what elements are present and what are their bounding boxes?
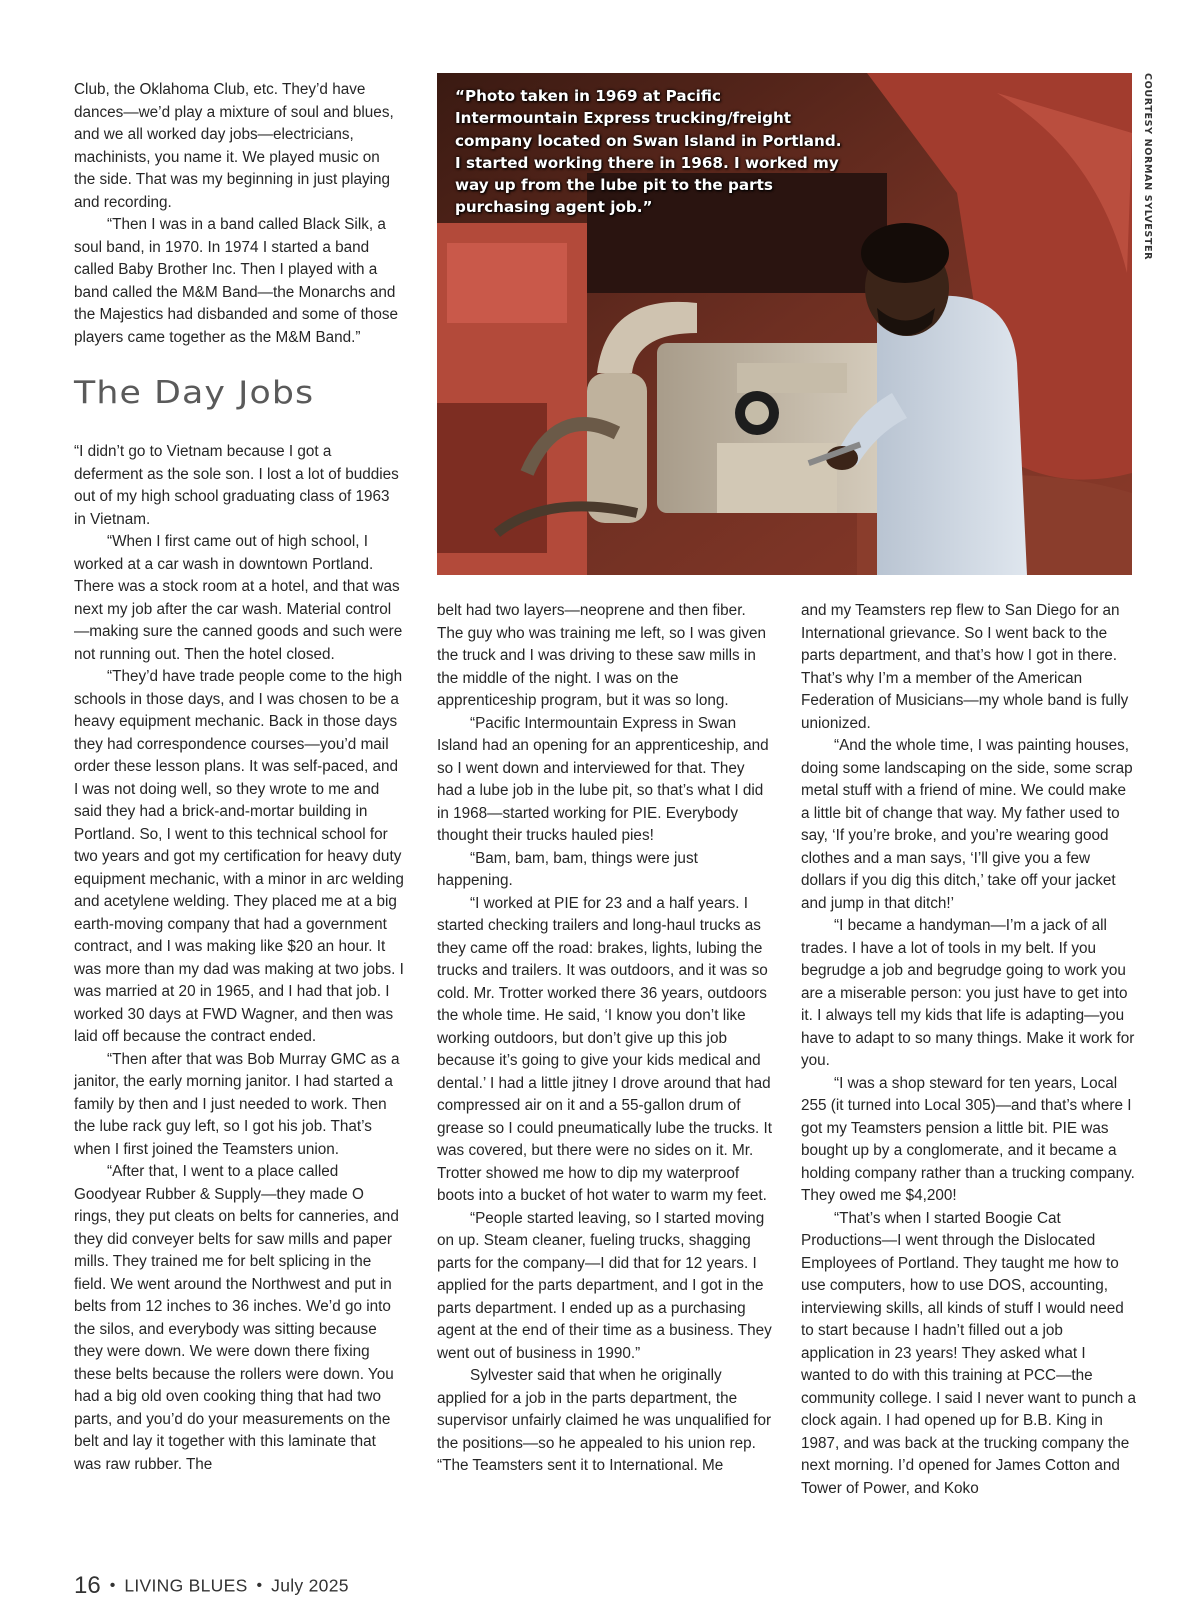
paragraph: “Then I was in a band called Black Silk, a soul band, in 1970. In 1974 I started a band called Baby Brother Inc. Then I played with a band called the M&M Band—the Monarchs and the Majestics had disbanded and some of those players came together as the M&M Band.” [74, 216, 398, 346]
page-footer [74, 1572, 349, 1602]
magazine-name: LIVING BLUES [124, 1575, 248, 1596]
paragraph: Club, the Oklahoma Club, etc. They’d have dances—we’d play a mixture of soul and blues, and we all worked day jobs—electricians, machinists, you name it. We played music on the side. That was my beginning in just playing and recording. [74, 81, 394, 211]
article-column-1-bottom [74, 441, 404, 1476]
paragraph: “People started leaving, so I started moving on up. Steam cleaner, fueling trucks, shagging parts for the company—I did that for 12 years. I applied for the parts department, and I got in the parts department. I ended up as a purchasing agent at the end of their time as a business. They went out of business in 1990.” [437, 1209, 772, 1362]
paragraph: “I worked at PIE for 23 and a half years. I started checking trailers and long-haul trucks as they came off the road: brakes, lights, lubing the trucks and trailers. It was outdoors, and it was so cold. Mr. Trotter worked there 36 years, outdoors the whole time. He said, ‘I know you don’t like working outdoors, but don’t give up this job because it’s going to give your kids medical and dental.’ I had a little jitney I drove around that had compressed air on it and a 55-gallon drum of grease so I could pneumatically lube the trucks. It was covered, but there were no sides on it. Mr. Trotter showed me how to dip my waterproof boots into a bucket of hot water to warm my feet. [437, 894, 773, 1204]
paragraph: “Bam, bam, bam, things were just happening. [437, 849, 698, 889]
photo-credit-text: COURTESY NORMAN SYLVESTER [1142, 73, 1153, 261]
paragraph: “After that, I went to a place called Goodyear Rubber & Supply—they made O rings, they put cleats on belts for canneries, and they did conveyer belts for saw mills and paper mills. They trained me for belt splicing in the field. We went around the Northwest and put in belts from 12 inches to 36 inches. We’d go into the silos, and everybody was sitting because they were down. We were down there fixing these belts because the rollers were down. You had a big old oven cooking thing that had two parts, and you’d do your measurements on the belt and lay it together with this laminate that was raw rubber. The [74, 1163, 399, 1473]
paragraph: and my Teamsters rep flew to San Diego for an International grievance. So I went back to the parts department, and that’s how I got in there. That’s why I’m a member of the American Federation of Musicians—my whole band is fully unionized. [801, 602, 1129, 732]
bullet-separator: • [256, 1577, 263, 1594]
paragraph: “And the whole time, I was painting houses, doing some landscaping on the side, some scrap metal stuff with a friend of mine. We could make a little bit of change that way. My father used to say, ‘If you’re broke, and you’re wearing good clothes and a man says, ‘I’ll give you a few dollars if you dig this ditch,’ take off your jacket and jump in that ditch!’ [801, 737, 1133, 912]
paragraph: “Pacific Intermountain Express in Swan Island had an opening for an apprenticeship, and so I went down and interviewed for that. They had a lube job in the lube pit, so that’s what I did in 1968—started working for PIE. Everybody thought their trucks hauled pies! [437, 714, 769, 844]
page-number: 16 [74, 1572, 101, 1599]
photo-caption: “Photo taken in 1969 at Pacific Intermountain Express trucking/freight company located on Swan Island in Portland. I started working there in 1968. I worked my way up from the lube pit to the parts purchasing agent job.” [455, 87, 842, 217]
paragraph: “I was a shop steward for ten years, Local 255 (it turned into Local 305)—and that’s where I got my Teamsters pension a little bit. PIE was bought up by a conglomerate, and it became a holding company rather than a trucking company. They owed me $4,200! [801, 1074, 1135, 1204]
issue-date: July 2025 [271, 1575, 349, 1596]
paragraph: “I became a handyman—I’m a jack of all trades. I have a lot of tools in my belt. If you begrudge a job and begrudge going to work you are a miserable person: you just have to get into it. I always tell my kids that life is adapting—you have to adapt to so many things. Make it work for you. [801, 917, 1135, 1069]
paragraph: Sylvester said that when he originally applied for a job in the parts department, the supervisor unfairly claimed he was unqualified for the positions—so he appealed to his union rep. “The Teamsters sent it to International. Me [437, 1367, 772, 1474]
article-column-3 [801, 600, 1136, 1500]
paragraph: “I didn’t go to Vietnam because I got a deferment as the sole son. I lost a lot of buddies out of my high school graduating class of 1963 in Vietnam. [74, 443, 399, 528]
photo-credit [1135, 73, 1157, 313]
archival-photo [437, 73, 1132, 575]
article-column-2 [437, 600, 772, 1478]
section-heading: The Day Jobs [74, 375, 315, 411]
paragraph: “Then after that was Bob Murray GMC as a janitor, the early morning janitor. I had started a family by then and I just needed to work. Then the lube rack guy left, so I got his job. That’s when I first joined the Teamsters union. [74, 1050, 400, 1158]
paragraph: “They’d have trade people come to the high schools in those days, and I was chosen to be a heavy equipment mechanic. Back in those days they had correspondence courses—you’d mail order these lesson plans. It was self-paced, and I was not doing well, so they wrote to me and said they had a brick-and-mortar building in Portland. So, I went to this technical school for two years and got my certification for heavy duty equipment mechanic, with a minor in arc welding and acetylene welding. They placed me at a big earth-moving company that had a government contract, and I was making like $20 an hour. It was more than my dad was making at two jobs. I was married at 20 in 1965, and I had that job. I worked 30 days at FWD Wagner, and then was laid off because the contract ended. [74, 668, 404, 1045]
paragraph: belt had two layers—neoprene and then fiber. The guy who was training me left, so I was given the truck and I was driving to these saw mills in the middle of the night. I was on the apprenticeship program, but it was so long. [437, 602, 767, 709]
paragraph: “That’s when I started Boogie Cat Productions—I went through the Dislocated Employees of Portland. They taught me how to use computers, how to use DOS, accounting, interviewing skills, all kinds of stuff I would need to start because I hadn’t filled out a job application in 23 years! They asked what I wanted to do with this training at PCC—the community college. I said I never want to punch a clock again. I had opened up for B.B. King in 1987, and was back at the trucking company the next morning. I’d opened for James Cotton and Tower of Power, and Koko [801, 1209, 1137, 1497]
paragraph: “When I first came out of high school, I worked at a car wash in downtown Portland. There was a stock room at a hotel, and that was next my job after the car wash. Material control—making sure the canned goods and such were not running out. Then the hotel closed. [74, 533, 403, 663]
bullet-separator: • [109, 1577, 116, 1594]
article-column-1-top [74, 79, 404, 349]
